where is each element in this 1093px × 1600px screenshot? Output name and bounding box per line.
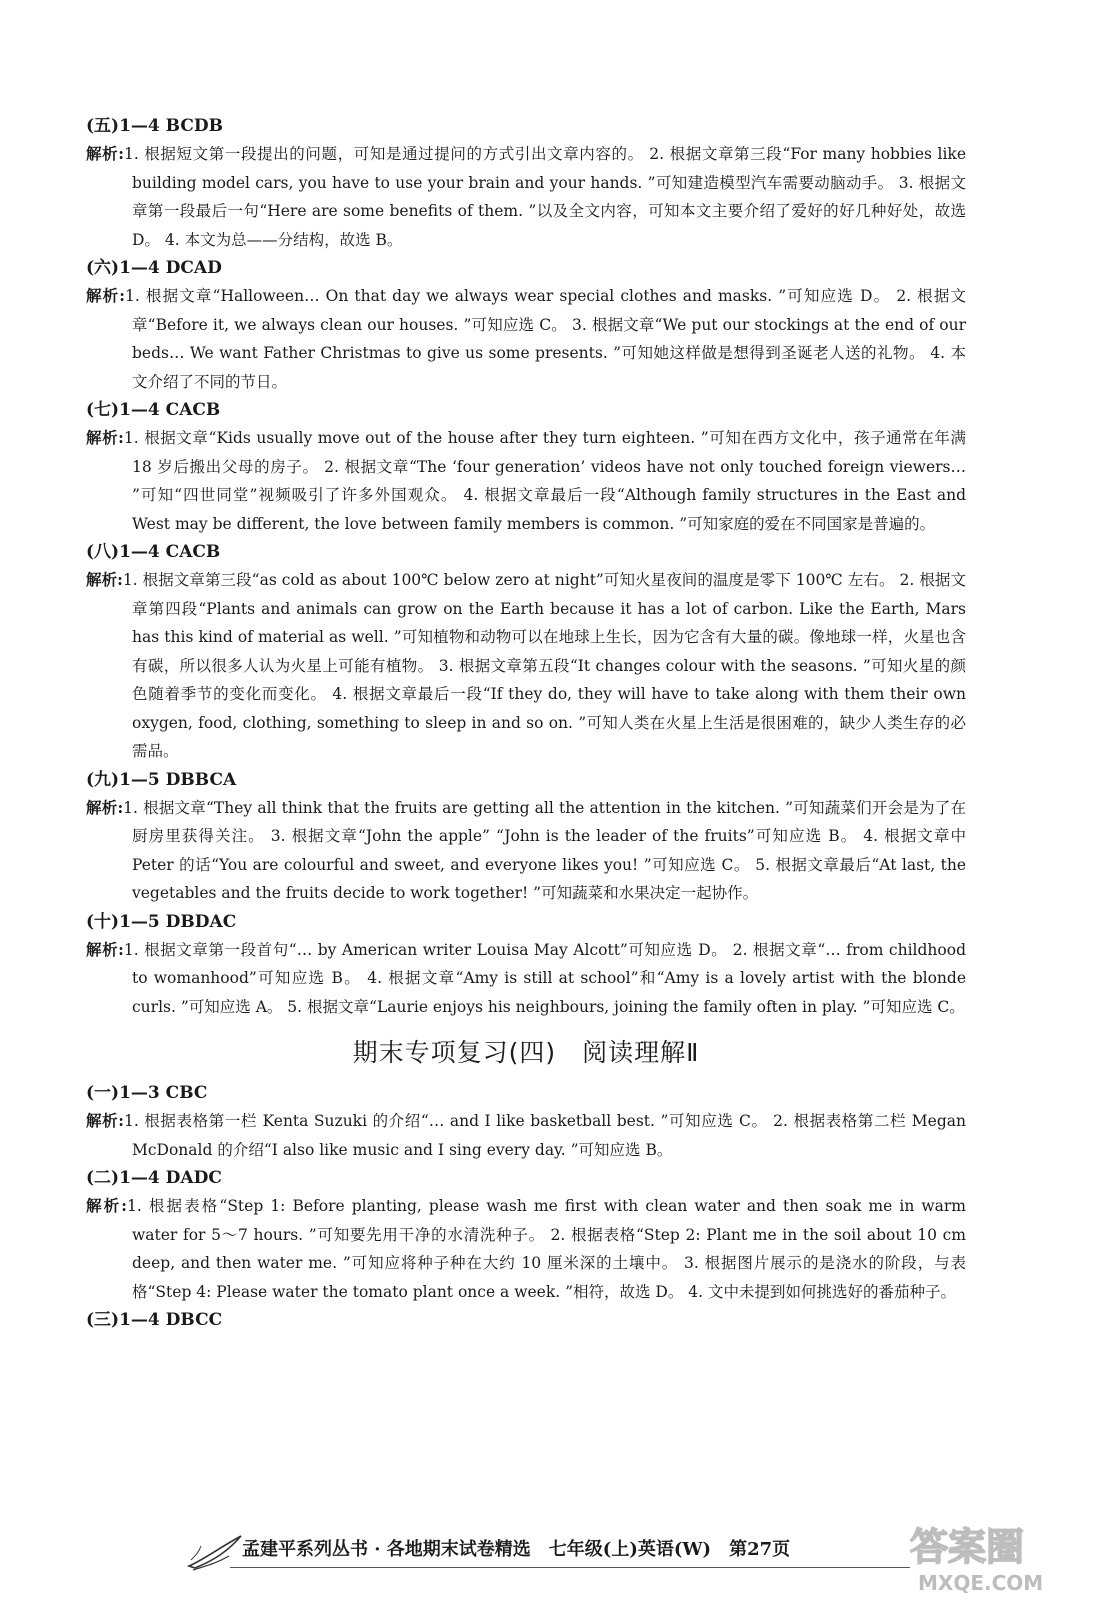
- footer-rule: [230, 1567, 910, 1568]
- watermark-line1: 答案圈: [910, 1525, 1025, 1569]
- answer-key: (一)1—3 CBC: [86, 1083, 208, 1103]
- footer-text: 孟建平系列丛书 · 各地期末试卷精选 七年级(上)英语(W) 第27页: [242, 1539, 791, 1560]
- explanation-text: 1. 根据文章第三段“as cold as about 100℃ below zero at night”可知火星夜间的温度是零下 100℃ 左右。 2. 根据文章第四段“Plants and animals can grow on the Earth because it has a lot of carbon. Like the Earth, Mars has this kind of material as well. ”可知植物和动物可以在地球上生长，因为它含有大量的碳。像地球一样，火星也含有碳，所以很多人认为火星上可能有植物。 3. 根据文章第五段“It changes colour with the seasons. ”可知火星的颜色随着季节的变化而变化。 4. 根据文章最后一段“If they do, they will have to take along with them their own oxygen, food, clothing, something to sleep in and so on. ”可知人类在火星上生活是很困难的，缺少人类生存的必需品。: [122, 571, 966, 760]
- explanation-label: 解析:: [86, 939, 124, 959]
- explanation: [86, 282, 966, 396]
- section-title: 期末专项复习(四) 阅读理解Ⅱ: [352, 1038, 700, 1067]
- explanation-text: 1. 根据文章“Kids usually move out of the house after they turn eighteen. ”可知在西方文化中，孩子通常在年满 18 岁后搬出父母的房子。 2. 根据文章“The ‘four generation’ videos have not only touched foreign viewers… ”可知“四世同堂”视频吸引了许多外国观众。 4. 根据文章最后一段“Although family structures in the East and West may be different, the love between family members is common. ”可知家庭的爱在不同国家是普遍的。: [123, 429, 966, 533]
- explanation: [86, 1107, 966, 1164]
- explanation: [86, 1192, 966, 1306]
- answer-key: (十)1—5 DBDAC: [86, 911, 237, 932]
- explanation: [86, 936, 966, 1022]
- explanation-label: 解析:: [86, 1111, 124, 1130]
- answer-block-s2: [86, 1164, 966, 1306]
- answer-key: (六)1—4 DCAD: [86, 258, 222, 278]
- explanation: [86, 424, 966, 538]
- answer-key: (二)1—4 DADC: [86, 1168, 222, 1188]
- explanation-label: 解析:: [86, 286, 126, 305]
- answer-block-9: [86, 766, 966, 908]
- explanation-label: 解析:: [86, 428, 124, 447]
- answer-key: (三)1—4 DBCC: [86, 1310, 223, 1330]
- explanation-label: 解析:: [86, 1196, 127, 1215]
- explanation: [86, 794, 966, 908]
- explanation-text: 1. 根据表格“Step 1: Before planting, please wash me first with clean water and then soak me in warm water for 5～7 hours. ”可知要先用干净的水清洗种子。 2. 根据表格“Step 2: Plant me in the soil about 10 cm deep, and then water me. ”可知应将种子种在大约 10 厘米深的土壤中。 3. 根据图片展示的是浇水的阶段，与表格“Step 4: Please water the tomato plant once a week. ”相符，故选 D。 4. 文中未提到如何挑选好的番茄种子。: [127, 1197, 966, 1301]
- explanation: [86, 140, 966, 254]
- explanation-text: 1. 根据文章“They all think that the fruits are getting all the attention in the kitchen. ”可知蔬菜们开会是为了在厨房里获得关注。 3. 根据文章“John the apple” “John is the leader of the fruits”可知应选 B。 4. 根据文章中 Peter 的话“You are colourful and sweet, and everyone likes you! ”可知应选 C。 5. 根据文章最后“At last, the vegetables and the fruits decide to work together! ”可知蔬菜和水果决定一起协作。: [123, 798, 966, 902]
- explanation: [86, 566, 966, 766]
- answer-content: [86, 112, 966, 1334]
- answer-key: (七)1—4 CACB: [86, 400, 221, 420]
- explanation-text: 1. 根据短文第一段提出的问题，可知是通过提问的方式引出文章内容的。 2. 根据文章第三段“For many hobbies like building model cars, you have to use your brain and your hands. ”可知建造模型汽车需要动脑动手。 3. 根据文章第一段最后一句“Here are some benefits of them. ”以及全文内容，可知本文主要介绍了爱好的好几种好处，故选 D。 4. 本文为总——分结构，故选 B。: [123, 145, 966, 249]
- answer-key: (九)1—5 DBBCA: [86, 769, 237, 790]
- watermark-line2: MXQE.COM: [918, 1571, 1044, 1595]
- answer-block-s1: [86, 1079, 966, 1164]
- explanation-label: 解析:: [86, 797, 124, 817]
- answer-key: (八)1—4 CACB: [86, 542, 221, 562]
- watermark-logo: [900, 1518, 1080, 1598]
- explanation-label: 解析:: [86, 570, 123, 589]
- explanation-text: 1. 根据表格第一栏 Kenta Suzuki 的介绍“… and I like basketball best. ”可知应选 C。 2. 根据表格第二栏 Megan McDonald 的介绍“I also like music and I sing every day. ”可知应选 B。: [123, 1112, 966, 1159]
- explanation-text: 1. 根据文章第一段首句“… by American writer Louisa May Alcott”可知应选 D。 2. 根据文章“… from childhood to womanhood”可知应选 B。 4. 根据文章“Amy is still at school”和“Amy is a lovely artist with the blonde curls. ”可知应选 A。 5. 根据文章“Laurie enjoys his neighbours, joining the family often in play. ”可知应选 C。: [123, 940, 966, 1016]
- answer-block-6: [86, 254, 966, 396]
- answer-block-7: [86, 396, 966, 538]
- answer-key: (五)1—4 BCDB: [86, 116, 223, 136]
- answer-block-5: [86, 112, 966, 254]
- answer-block-8: [86, 538, 966, 766]
- explanation-label: 解析:: [86, 144, 124, 163]
- page-footer: [150, 1533, 1010, 1567]
- answer-block-10: [86, 908, 966, 1022]
- explanation-text: 1. 根据文章“Halloween… On that day we always wear special clothes and masks. ”可知应选 D。 2. 根据文章“Before it, we always clean our houses. ”可知应选 C。 3. 根据文章“We put our stockings at the end of our beds… We want Father Christmas to give us some presents. ”可知她这样做是想得到圣诞老人送的礼物。 4. 本文介绍了不同的节日。: [125, 287, 966, 391]
